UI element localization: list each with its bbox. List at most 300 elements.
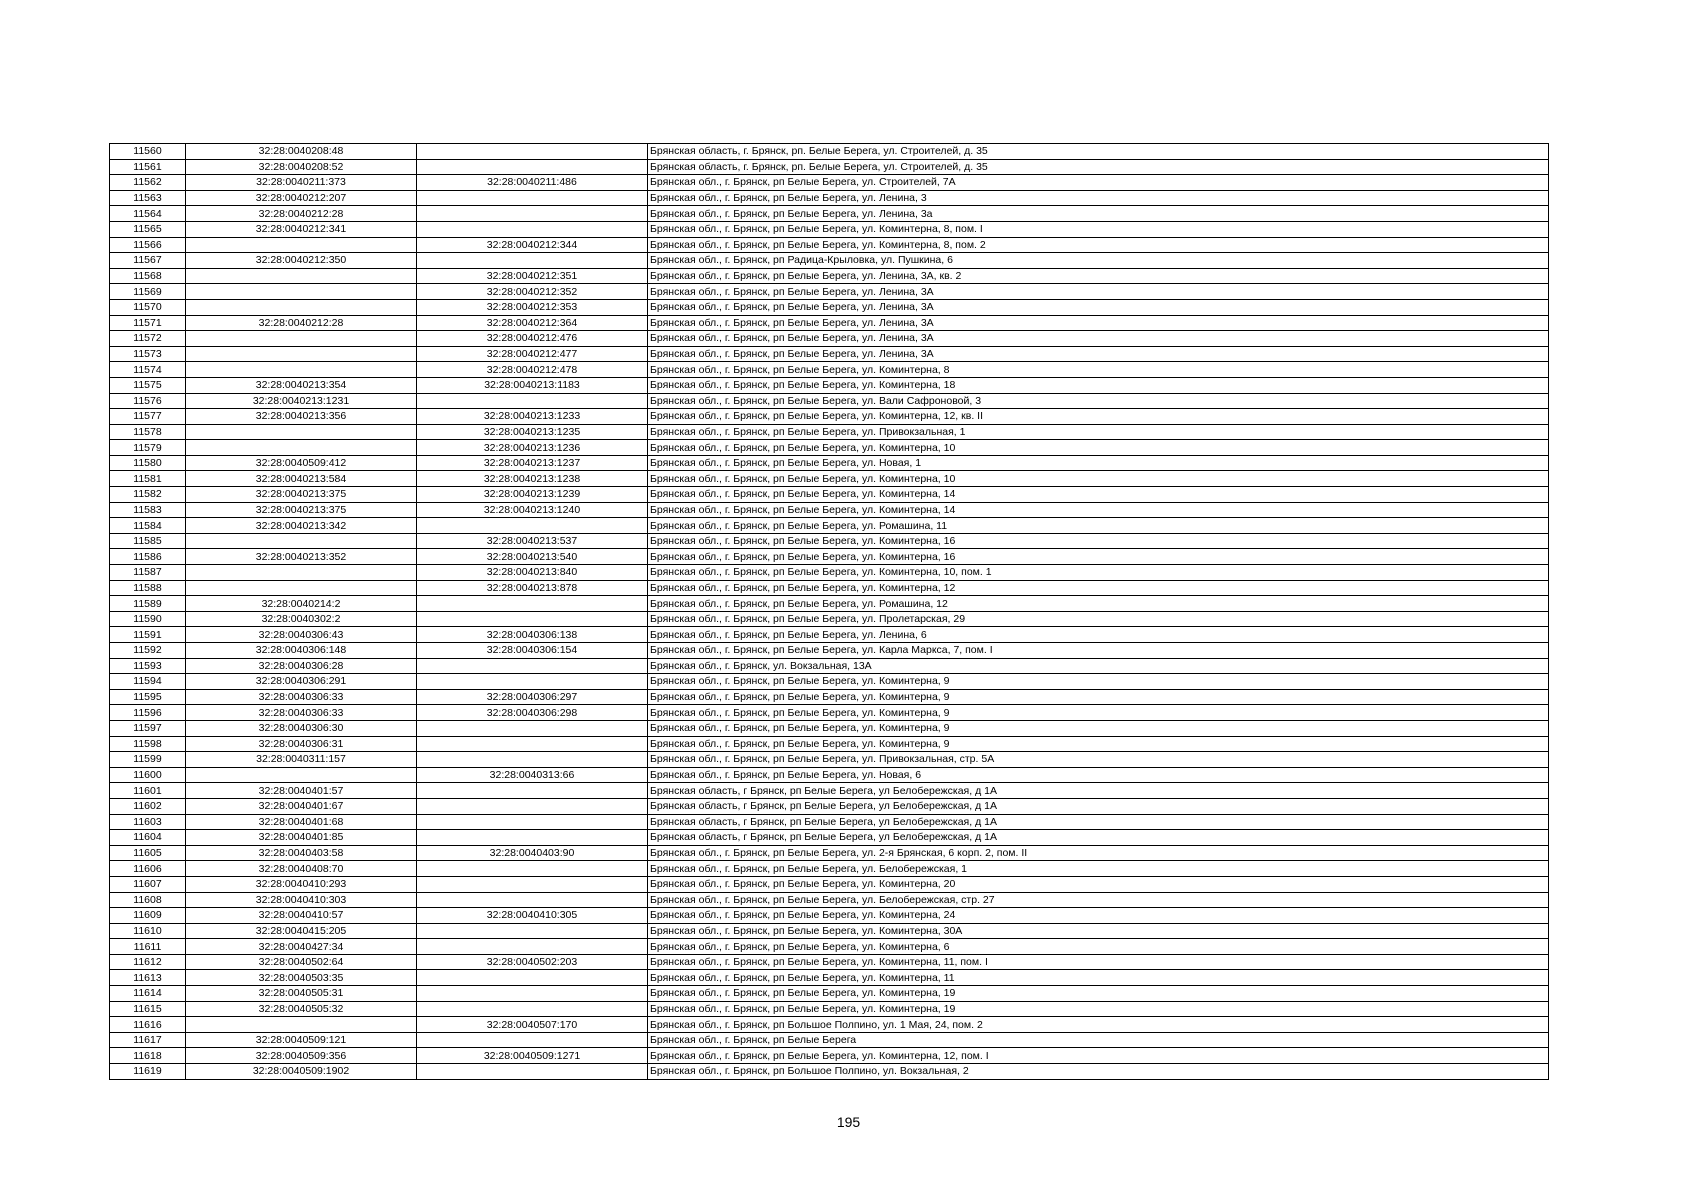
address-cell: Брянская обл., г. Брянск, рп Белые Берега, ул. Коминтерна, 16 [648, 549, 1549, 565]
cadastral-number-cell: 32:28:0040306:33 [186, 705, 417, 721]
cadastral-number-cell: 32:28:0040401:67 [186, 798, 417, 814]
cadastral-number-cell: 32:28:0040212:28 [186, 206, 417, 222]
cadastral-number-cell: 32:28:0040427:34 [186, 939, 417, 955]
related-cadastral-number-cell [417, 830, 648, 846]
address-cell: Брянская обл., г. Брянск, рп Белые Берега, ул. Коминтерна, 11 [648, 970, 1549, 986]
row-number-cell: 11561 [110, 159, 186, 175]
table-row [110, 455, 1549, 471]
related-cadastral-number-cell [417, 798, 648, 814]
table-row [110, 502, 1549, 518]
related-cadastral-number-cell: 32:28:0040212:352 [417, 284, 648, 300]
row-number-cell: 11596 [110, 705, 186, 721]
table-row [110, 689, 1549, 705]
table-row [110, 299, 1549, 315]
cadastral-number-cell: 32:28:0040401:68 [186, 814, 417, 830]
cadastral-number-cell: 32:28:0040415:205 [186, 923, 417, 939]
address-cell: Брянская обл., г. Брянск, рп Белые Берега, ул. Коминтерна, 8, пом. I [648, 221, 1549, 237]
related-cadastral-number-cell [417, 206, 648, 222]
cadastral-number-cell [186, 331, 417, 347]
row-number-cell: 11615 [110, 1001, 186, 1017]
cadastral-number-cell: 32:28:0040509:356 [186, 1048, 417, 1064]
row-number-cell: 11607 [110, 876, 186, 892]
address-cell: Брянская обл., г. Брянск, рп Белые Берега, ул. Коминтерна, 9 [648, 736, 1549, 752]
page-number: 195 [836, 1114, 861, 1130]
related-cadastral-number-cell [417, 752, 648, 768]
table-row [110, 923, 1549, 939]
cadastral-number-cell: 32:28:0040212:341 [186, 221, 417, 237]
address-cell: Брянская обл., г. Брянск, рп Белые Берега, ул. Привокзальная, стр. 5А [648, 752, 1549, 768]
row-number-cell: 11576 [110, 393, 186, 409]
address-cell: Брянская область, г. Брянск, рп. Белые Берега, ул. Строителей, д. 35 [648, 159, 1549, 175]
row-number-cell: 11562 [110, 175, 186, 191]
table-row [110, 1017, 1549, 1033]
table-row [110, 190, 1549, 206]
table-row [110, 705, 1549, 721]
address-cell: Брянская обл., г. Брянск, рп Радица-Крыловка, ул. Пушкина, 6 [648, 253, 1549, 269]
related-cadastral-number-cell [417, 1064, 648, 1080]
related-cadastral-number-cell: 32:28:0040213:537 [417, 533, 648, 549]
address-cell: Брянская обл., г. Брянск, рп Белые Берега, ул. Ленина, 3А, кв. 2 [648, 268, 1549, 284]
table-row [110, 175, 1549, 191]
table-row [110, 1064, 1549, 1080]
related-cadastral-number-cell: 32:28:0040213:1239 [417, 487, 648, 503]
row-number-cell: 11617 [110, 1032, 186, 1048]
table-row [110, 798, 1549, 814]
row-number-cell: 11589 [110, 596, 186, 612]
related-cadastral-number-cell [417, 159, 648, 175]
cadastral-number-cell: 32:28:0040306:148 [186, 643, 417, 659]
address-cell: Брянская обл., г. Брянск, рп Белые Берега, ул. Коминтерна, 16 [648, 533, 1549, 549]
row-number-cell: 11583 [110, 502, 186, 518]
address-cell: Брянская область, г Брянск, рп Белые Берега, ул Белобережская, д 1А [648, 783, 1549, 799]
related-cadastral-number-cell [417, 518, 648, 534]
related-cadastral-number-cell: 32:28:0040213:1238 [417, 471, 648, 487]
row-number-cell: 11586 [110, 549, 186, 565]
related-cadastral-number-cell: 32:28:0040306:154 [417, 643, 648, 659]
cadastral-number-cell [186, 533, 417, 549]
cadastral-number-cell: 32:28:0040208:48 [186, 144, 417, 160]
row-number-cell: 11571 [110, 315, 186, 331]
row-number-cell: 11582 [110, 487, 186, 503]
table-row [110, 346, 1549, 362]
row-number-cell: 11598 [110, 736, 186, 752]
row-number-cell: 11599 [110, 752, 186, 768]
cadastral-number-cell: 32:28:0040306:33 [186, 689, 417, 705]
cadastral-number-cell: 32:28:0040214:2 [186, 596, 417, 612]
related-cadastral-number-cell: 32:28:0040211:486 [417, 175, 648, 191]
table-row [110, 1032, 1549, 1048]
related-cadastral-number-cell: 32:28:0040212:353 [417, 299, 648, 315]
cadastral-number-cell: 32:28:0040410:293 [186, 876, 417, 892]
table-row [110, 424, 1549, 440]
table-row [110, 861, 1549, 877]
table-row [110, 1001, 1549, 1017]
row-number-cell: 11573 [110, 346, 186, 362]
cadastral-number-cell: 32:28:0040213:352 [186, 549, 417, 565]
row-number-cell: 11567 [110, 253, 186, 269]
related-cadastral-number-cell [417, 939, 648, 955]
address-cell: Брянская область, г Брянск, рп Белые Берега, ул Белобережская, д 1А [648, 830, 1549, 846]
row-number-cell: 11600 [110, 767, 186, 783]
address-cell: Брянская область, г. Брянск, рп. Белые Берега, ул. Строителей, д. 35 [648, 144, 1549, 160]
related-cadastral-number-cell [417, 986, 648, 1002]
address-cell: Брянская обл., г. Брянск, рп Белые Берега, ул. Коминтерна, 9 [648, 689, 1549, 705]
related-cadastral-number-cell: 32:28:0040213:540 [417, 549, 648, 565]
address-cell: Брянская обл., г. Брянск, рп Большое Полпино, ул. 1 Мая, 24, пом. 2 [648, 1017, 1549, 1033]
row-number-cell: 11604 [110, 830, 186, 846]
related-cadastral-number-cell [417, 861, 648, 877]
table-row [110, 674, 1549, 690]
table-row [110, 377, 1549, 393]
row-number-cell: 11619 [110, 1064, 186, 1080]
row-number-cell: 11602 [110, 798, 186, 814]
address-cell: Брянская обл., г. Брянск, рп Белые Берега, ул. Коминтерна, 10 [648, 471, 1549, 487]
table-row [110, 409, 1549, 425]
table-row [110, 144, 1549, 160]
table-row [110, 908, 1549, 924]
cadastral-number-cell: 32:28:0040311:157 [186, 752, 417, 768]
cadastral-number-cell [186, 284, 417, 300]
cadastral-number-cell: 32:28:0040410:57 [186, 908, 417, 924]
address-cell: Брянская обл., г. Брянск, рп Белые Берега, ул. Коминтерна, 8 [648, 362, 1549, 378]
address-cell: Брянская обл., г. Брянск, рп Белые Берега, ул. Белобережская, стр. 27 [648, 892, 1549, 908]
table-row [110, 611, 1549, 627]
cadastral-number-cell: 32:28:0040403:58 [186, 845, 417, 861]
related-cadastral-number-cell: 32:28:0040213:1237 [417, 455, 648, 471]
row-number-cell: 11612 [110, 954, 186, 970]
row-number-cell: 11616 [110, 1017, 186, 1033]
row-number-cell: 11587 [110, 565, 186, 581]
table-row [110, 658, 1549, 674]
related-cadastral-number-cell [417, 596, 648, 612]
table-row [110, 268, 1549, 284]
address-cell: Брянская обл., г. Брянск, рп Белые Берега, ул. Вали Сафроновой, 3 [648, 393, 1549, 409]
row-number-cell: 11597 [110, 720, 186, 736]
address-cell: Брянская обл., г. Брянск, рп Белые Берега, ул. Коминтерна, 12, пом. I [648, 1048, 1549, 1064]
address-cell: Брянская обл., г. Брянск, рп Белые Берега, ул. Коминтерна, 9 [648, 705, 1549, 721]
cadastral-number-cell: 32:28:0040401:57 [186, 783, 417, 799]
table-row [110, 487, 1549, 503]
related-cadastral-number-cell: 32:28:0040213:840 [417, 565, 648, 581]
address-cell: Брянская обл., г. Брянск, рп Белые Берега, ул. Коминтерна, 9 [648, 720, 1549, 736]
table-row [110, 533, 1549, 549]
cadastral-number-cell: 32:28:0040212:207 [186, 190, 417, 206]
address-cell: Брянская обл., г. Брянск, рп Белые Берега, ул. Коминтерна, 10 [648, 440, 1549, 456]
cadastral-number-cell: 32:28:0040213:584 [186, 471, 417, 487]
cadastral-number-cell [186, 237, 417, 253]
table-row [110, 736, 1549, 752]
address-cell: Брянская обл., г. Брянск, рп Белые Берега, ул. Ленина, 3А [648, 315, 1549, 331]
table-row [110, 845, 1549, 861]
row-number-cell: 11584 [110, 518, 186, 534]
related-cadastral-number-cell: 32:28:0040213:1235 [417, 424, 648, 440]
table-row [110, 627, 1549, 643]
row-number-cell: 11605 [110, 845, 186, 861]
related-cadastral-number-cell [417, 674, 648, 690]
row-number-cell: 11579 [110, 440, 186, 456]
related-cadastral-number-cell [417, 923, 648, 939]
related-cadastral-number-cell [417, 783, 648, 799]
address-cell: Брянская обл., г. Брянск, рп Белые Берега, ул. Коминтерна, 30А [648, 923, 1549, 939]
address-cell: Брянская обл., г. Брянск, рп Белые Берега, ул. Коминтерна, 8, пом. 2 [648, 237, 1549, 253]
table-row [110, 331, 1549, 347]
related-cadastral-number-cell [417, 736, 648, 752]
cadastral-number-cell: 32:28:0040211:373 [186, 175, 417, 191]
row-number-cell: 11592 [110, 643, 186, 659]
address-cell: Брянская обл., г. Брянск, рп Белые Берега, ул. Коминтерна, 14 [648, 502, 1549, 518]
cadastral-number-cell: 32:28:0040509:121 [186, 1032, 417, 1048]
row-number-cell: 11591 [110, 627, 186, 643]
table-row [110, 440, 1549, 456]
related-cadastral-number-cell: 32:28:0040213:1240 [417, 502, 648, 518]
related-cadastral-number-cell [417, 720, 648, 736]
address-cell: Брянская обл., г. Брянск, рп Белые Берега, ул. Коминтерна, 24 [648, 908, 1549, 924]
cadastral-number-cell: 32:28:0040410:303 [186, 892, 417, 908]
related-cadastral-number-cell [417, 892, 648, 908]
cadastral-number-cell: 32:28:0040212:350 [186, 253, 417, 269]
related-cadastral-number-cell: 32:28:0040212:364 [417, 315, 648, 331]
cadastral-table [109, 143, 1549, 1080]
row-number-cell: 11574 [110, 362, 186, 378]
table-row [110, 986, 1549, 1002]
table-row [110, 221, 1549, 237]
related-cadastral-number-cell [417, 393, 648, 409]
table-row [110, 471, 1549, 487]
address-cell: Брянская обл., г. Брянск, рп Белые Берега, ул. Ленина, 3А [648, 299, 1549, 315]
cadastral-number-cell: 32:28:0040302:2 [186, 611, 417, 627]
cadastral-number-cell: 32:28:0040213:354 [186, 377, 417, 393]
related-cadastral-number-cell: 32:28:0040213:1236 [417, 440, 648, 456]
table-row [110, 206, 1549, 222]
row-number-cell: 11580 [110, 455, 186, 471]
cadastral-number-cell: 32:28:0040306:31 [186, 736, 417, 752]
row-number-cell: 11568 [110, 268, 186, 284]
related-cadastral-number-cell: 32:28:0040507:170 [417, 1017, 648, 1033]
related-cadastral-number-cell [417, 611, 648, 627]
related-cadastral-number-cell: 32:28:0040212:477 [417, 346, 648, 362]
address-cell: Брянская область, г Брянск, рп Белые Берега, ул Белобережская, д 1А [648, 798, 1549, 814]
row-number-cell: 11572 [110, 331, 186, 347]
row-number-cell: 11578 [110, 424, 186, 440]
cadastral-number-cell: 32:28:0040509:1902 [186, 1064, 417, 1080]
row-number-cell: 11566 [110, 237, 186, 253]
cadastral-number-cell [186, 440, 417, 456]
related-cadastral-number-cell: 32:28:0040213:1233 [417, 409, 648, 425]
address-cell: Брянская обл., г. Брянск, рп Белые Берега, ул. Коминтерна, 12 [648, 580, 1549, 596]
cadastral-number-cell: 32:28:0040306:43 [186, 627, 417, 643]
table-row [110, 237, 1549, 253]
address-cell: Брянская обл., г. Брянск, рп Белые Берега, ул. Ромашина, 12 [648, 596, 1549, 612]
row-number-cell: 11565 [110, 221, 186, 237]
address-cell: Брянская обл., г. Брянск, рп Белые Берега, ул. Коминтерна, 14 [648, 487, 1549, 503]
related-cadastral-number-cell: 32:28:0040213:1183 [417, 377, 648, 393]
related-cadastral-number-cell [417, 658, 648, 674]
cadastral-number-cell: 32:28:0040505:31 [186, 986, 417, 1002]
table-row [110, 549, 1549, 565]
address-cell: Брянская обл., г. Брянск, рп Белые Берега, ул. Ленина, 3А [648, 331, 1549, 347]
related-cadastral-number-cell: 32:28:0040212:476 [417, 331, 648, 347]
address-cell: Брянская обл., г. Брянск, рп Белые Берега, ул. Ленина, 3 [648, 190, 1549, 206]
cadastral-number-cell: 32:28:0040306:30 [186, 720, 417, 736]
table-row [110, 315, 1549, 331]
table-row [110, 830, 1549, 846]
row-number-cell: 11618 [110, 1048, 186, 1064]
table-row [110, 362, 1549, 378]
cadastral-number-cell [186, 424, 417, 440]
cadastral-number-cell: 32:28:0040306:28 [186, 658, 417, 674]
table-row [110, 518, 1549, 534]
row-number-cell: 11569 [110, 284, 186, 300]
cadastral-number-cell [186, 346, 417, 362]
address-cell: Брянская обл., г. Брянск, рп Белые Берега, ул. Ромашина, 11 [648, 518, 1549, 534]
related-cadastral-number-cell: 32:28:0040509:1271 [417, 1048, 648, 1064]
table-row [110, 892, 1549, 908]
related-cadastral-number-cell [417, 144, 648, 160]
address-cell: Брянская обл., г. Брянск, рп Белые Берега, ул. Коминтерна, 12, кв. II [648, 409, 1549, 425]
table-row [110, 752, 1549, 768]
related-cadastral-number-cell [417, 876, 648, 892]
address-cell: Брянская обл., г. Брянск, рп Белые Берега, ул. Белобережская, 1 [648, 861, 1549, 877]
cadastral-number-cell [186, 1017, 417, 1033]
cadastral-number-cell: 32:28:0040401:85 [186, 830, 417, 846]
related-cadastral-number-cell [417, 190, 648, 206]
row-number-cell: 11590 [110, 611, 186, 627]
address-cell: Брянская обл., г. Брянск, рп Белые Берега [648, 1032, 1549, 1048]
cadastral-number-cell: 32:28:0040509:412 [186, 455, 417, 471]
related-cadastral-number-cell: 32:28:0040212:344 [417, 237, 648, 253]
table-row [110, 783, 1549, 799]
related-cadastral-number-cell [417, 221, 648, 237]
address-cell: Брянская обл., г. Брянск, рп Белые Берега, ул. Привокзальная, 1 [648, 424, 1549, 440]
table-body [110, 144, 1549, 1080]
related-cadastral-number-cell: 32:28:0040502:203 [417, 954, 648, 970]
address-cell: Брянская обл., г. Брянск, рп Белые Берега, ул. 2-я Брянская, 6 корп. 2, пом. II [648, 845, 1549, 861]
row-number-cell: 11609 [110, 908, 186, 924]
address-cell: Брянская обл., г. Брянск, рп Большое Полпино, ул. Вокзальная, 2 [648, 1064, 1549, 1080]
address-cell: Брянская обл., г. Брянск, рп Белые Берега, ул. Карла Маркса, 7, пом. I [648, 643, 1549, 659]
address-cell: Брянская обл., г. Брянск, рп Белые Берега, ул. Коминтерна, 10, пом. 1 [648, 565, 1549, 581]
cadastral-number-cell: 32:28:0040505:32 [186, 1001, 417, 1017]
row-number-cell: 11595 [110, 689, 186, 705]
cadastral-number-cell [186, 565, 417, 581]
cadastral-number-cell: 32:28:0040213:375 [186, 502, 417, 518]
related-cadastral-number-cell: 32:28:0040212:478 [417, 362, 648, 378]
address-cell: Брянская обл., г. Брянск, рп Белые Берега, ул. Коминтерна, 9 [648, 674, 1549, 690]
related-cadastral-number-cell: 32:28:0040306:138 [417, 627, 648, 643]
cadastral-number-cell [186, 299, 417, 315]
cadastral-number-cell [186, 268, 417, 284]
address-cell: Брянская обл., г. Брянск, рп Белые Берега, ул. Коминтерна, 20 [648, 876, 1549, 892]
row-number-cell: 11577 [110, 409, 186, 425]
address-cell: Брянская обл., г. Брянск, рп Белые Берега, ул. Ленина, 3а [648, 206, 1549, 222]
cadastral-number-cell: 32:28:0040306:291 [186, 674, 417, 690]
cadastral-number-cell: 32:28:0040408:70 [186, 861, 417, 877]
related-cadastral-number-cell [417, 814, 648, 830]
table-row [110, 814, 1549, 830]
related-cadastral-number-cell: 32:28:0040306:298 [417, 705, 648, 721]
row-number-cell: 11581 [110, 471, 186, 487]
related-cadastral-number-cell [417, 1001, 648, 1017]
table-row [110, 565, 1549, 581]
cadastral-number-cell [186, 767, 417, 783]
row-number-cell: 11601 [110, 783, 186, 799]
address-cell: Брянская обл., г. Брянск, рп Белые Берега, ул. Коминтерна, 11, пом. I [648, 954, 1549, 970]
cadastral-number-cell: 32:28:0040503:35 [186, 970, 417, 986]
row-number-cell: 11594 [110, 674, 186, 690]
row-number-cell: 11585 [110, 533, 186, 549]
address-cell: Брянская обл., г. Брянск, рп Белые Берега, ул. Ленина, 6 [648, 627, 1549, 643]
row-number-cell: 11608 [110, 892, 186, 908]
cadastral-number-cell: 32:28:0040502:64 [186, 954, 417, 970]
address-cell: Брянская обл., г. Брянск, рп Белые Берега, ул. Строителей, 7А [648, 175, 1549, 191]
table-row [110, 939, 1549, 955]
cadastral-number-cell: 32:28:0040213:375 [186, 487, 417, 503]
row-number-cell: 11603 [110, 814, 186, 830]
table-row [110, 643, 1549, 659]
address-cell: Брянская область, г Брянск, рп Белые Берега, ул Белобережская, д 1А [648, 814, 1549, 830]
related-cadastral-number-cell: 32:28:0040306:297 [417, 689, 648, 705]
table-row [110, 580, 1549, 596]
table-row [110, 767, 1549, 783]
cadastral-number-cell: 32:28:0040213:356 [186, 409, 417, 425]
row-number-cell: 11560 [110, 144, 186, 160]
related-cadastral-number-cell [417, 253, 648, 269]
row-number-cell: 11570 [110, 299, 186, 315]
address-cell: Брянская обл., г. Брянск, рп Белые Берега, ул. Коминтерна, 18 [648, 377, 1549, 393]
table-row [110, 596, 1549, 612]
address-cell: Брянская обл., г. Брянск, рп Белые Берега, ул. Новая, 1 [648, 455, 1549, 471]
table-row [110, 253, 1549, 269]
table-row [110, 876, 1549, 892]
row-number-cell: 11564 [110, 206, 186, 222]
table-row [110, 720, 1549, 736]
address-cell: Брянская обл., г. Брянск, рп Белые Берега, ул. Коминтерна, 19 [648, 1001, 1549, 1017]
related-cadastral-number-cell: 32:28:0040410:305 [417, 908, 648, 924]
related-cadastral-number-cell: 32:28:0040313:66 [417, 767, 648, 783]
address-cell: Брянская обл., г. Брянск, ул. Вокзальная, 13А [648, 658, 1549, 674]
table-row [110, 954, 1549, 970]
row-number-cell: 11606 [110, 861, 186, 877]
row-number-cell: 11575 [110, 377, 186, 393]
cadastral-number-cell [186, 580, 417, 596]
cadastral-number-cell: 32:28:0040213:1231 [186, 393, 417, 409]
address-cell: Брянская обл., г. Брянск, рп Белые Берега, ул. Ленина, 3А [648, 284, 1549, 300]
cadastral-number-cell: 32:28:0040208:52 [186, 159, 417, 175]
row-number-cell: 11588 [110, 580, 186, 596]
address-cell: Брянская обл., г. Брянск, рп Белые Берега, ул. Коминтерна, 6 [648, 939, 1549, 955]
related-cadastral-number-cell [417, 970, 648, 986]
cadastral-number-cell: 32:28:0040212:28 [186, 315, 417, 331]
row-number-cell: 11614 [110, 986, 186, 1002]
row-number-cell: 11593 [110, 658, 186, 674]
row-number-cell: 11563 [110, 190, 186, 206]
table-row [110, 393, 1549, 409]
address-cell: Брянская обл., г. Брянск, рп Белые Берега, ул. Пролетарская, 29 [648, 611, 1549, 627]
related-cadastral-number-cell: 32:28:0040403:90 [417, 845, 648, 861]
table-row [110, 284, 1549, 300]
table-row [110, 1048, 1549, 1064]
address-cell: Брянская обл., г. Брянск, рп Белые Берега, ул. Коминтерна, 19 [648, 986, 1549, 1002]
related-cadastral-number-cell: 32:28:0040212:351 [417, 268, 648, 284]
cadastral-number-cell [186, 362, 417, 378]
related-cadastral-number-cell [417, 1032, 648, 1048]
related-cadastral-number-cell: 32:28:0040213:878 [417, 580, 648, 596]
row-number-cell: 11610 [110, 923, 186, 939]
table-row [110, 970, 1549, 986]
address-cell: Брянская обл., г. Брянск, рп Белые Берега, ул. Ленина, 3А [648, 346, 1549, 362]
row-number-cell: 11611 [110, 939, 186, 955]
address-cell: Брянская обл., г. Брянск, рп Белые Берега, ул. Новая, 6 [648, 767, 1549, 783]
